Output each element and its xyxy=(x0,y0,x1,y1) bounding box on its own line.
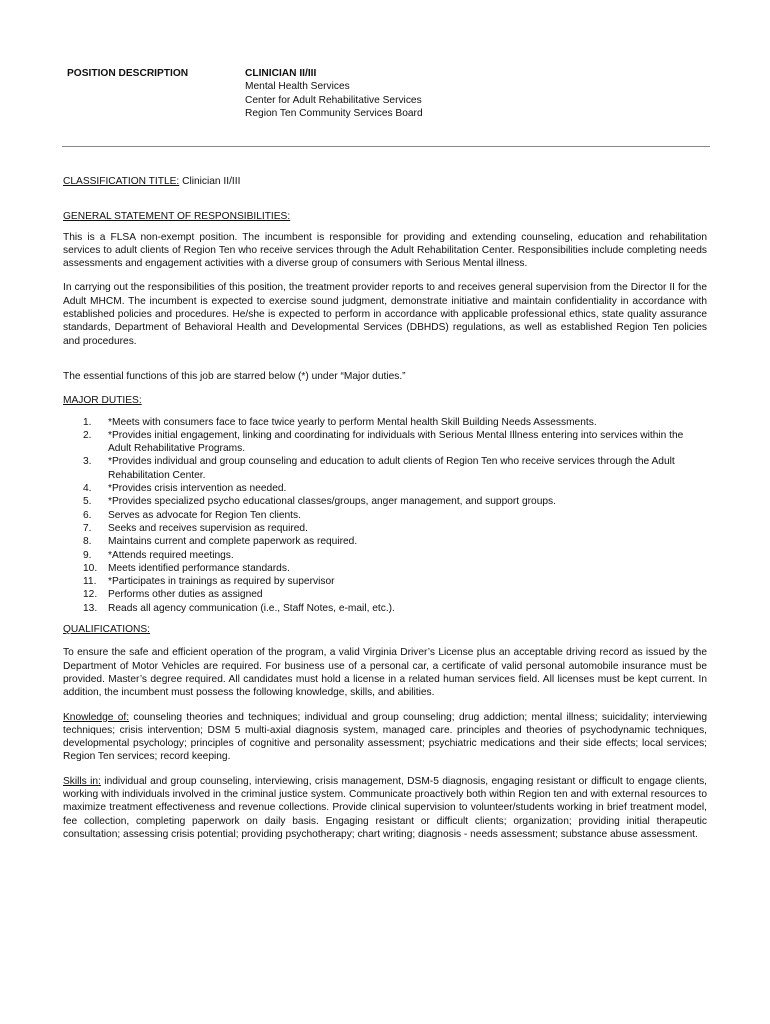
list-item-text: *Provides crisis intervention as needed. xyxy=(108,483,287,495)
skills-label: Skills in: xyxy=(63,775,101,787)
board-line: Region Ten Community Services Board xyxy=(245,107,423,119)
list-item-number: 3. xyxy=(83,456,92,468)
list-item xyxy=(63,549,707,562)
list-item-number: 12. xyxy=(83,589,98,601)
skills-text: individual and group counseling, interviewing, crisis management, DSM-5 diagnosis, engaging resistant or difficult to engage clients, working with individuals involved in the criminal justice system. Communicate proactively both within Region ten and with external resources to maximize treatment effectiveness and revenue collections. Provide clinical supervision to volunteer/students working in brief treatment model, fee collection, completing paperwork on daily basis. Engaging resistant or difficult clients; organization; providing initial therapeutic consultation; assessing crisis potential; providing psychotherapy; chart writing; diagnosis - needs assessment; substance abuse assessment. xyxy=(63,775,707,840)
department-line: Mental Health Services xyxy=(245,81,350,93)
list-item-number: 7. xyxy=(83,522,92,534)
list-item-text: *Provides initial engagement, linking and coordinating for individuals with Serious Mental Illness entering into services within the Adult Rehabilitative Programs. xyxy=(108,429,684,455)
essential-functions-note: The essential functions of this job are starred below (*) under “Major duties.” xyxy=(63,370,406,382)
knowledge-text: counseling theories and techniques; individual and group counseling; drug addiction; mental illness; suicidality; interviewing techniques; crisis intervention; DSM 5 multi-axial diagnosis system, managed care. principles and theories of psychodynamic techniques, developmental psychology; principles of cognitive and personality assessment; psychiatric medications and their side effects; local services; Region Ten services; record keeping. xyxy=(63,711,707,763)
list-item-text: Seeks and receives supervision as required. xyxy=(108,522,308,534)
list-item-number: 10. xyxy=(83,562,98,574)
general-paragraph-2: In carrying out the responsibilities of this position, the treatment provider reports to and receives general supervision from the Director II for the Adult MHCM. The incumbent is expected to exercise sound judgment, demonstrate initiative and maintain confidentiality in accordance with established policies and procedures. He/she is expected to perform in accordance with applicable professional ethics, state quality assurance standards, Department of Behavioral Health and Developmental Services (DBHDS) regulations, as well as established Region Ten policies and procedures. xyxy=(63,282,707,347)
list-item-number: 4. xyxy=(83,483,92,495)
document-body xyxy=(63,175,707,852)
list-item-text: Reads all agency communication (i.e., Staff Notes, e-mail, etc.). xyxy=(108,602,395,614)
list-item xyxy=(63,588,707,601)
header-divider xyxy=(62,146,710,147)
classification-value: Clinician II/III xyxy=(182,176,241,187)
list-item xyxy=(63,416,707,429)
list-item xyxy=(63,482,707,495)
list-item xyxy=(63,429,707,456)
qualifications-heading: QUALIFICATIONS: xyxy=(63,624,150,636)
list-item xyxy=(63,509,707,522)
list-item-number: 11. xyxy=(83,576,97,588)
list-item-number: 5. xyxy=(83,496,92,508)
knowledge-label: Knowledge of: xyxy=(63,711,130,723)
list-item-text: *Meets with consumers face to face twice yearly to perform Mental health Skill Building Needs Assessments. xyxy=(108,416,597,428)
list-item xyxy=(63,602,707,615)
list-item-text: Performs other duties as assigned xyxy=(108,589,263,601)
list-item xyxy=(63,535,707,548)
list-item xyxy=(63,522,707,535)
list-item-number: 6. xyxy=(83,509,92,521)
list-item-text: Maintains current and complete paperwork as required. xyxy=(108,536,358,548)
classification-title xyxy=(63,175,707,188)
skills-paragraph xyxy=(63,775,707,841)
general-statement-heading: GENERAL STATEMENT OF RESPONSIBILITIES: xyxy=(63,211,291,223)
list-item xyxy=(63,455,707,482)
general-paragraph-1: This is a FLSA non-exempt position. The incumbent is responsible for providing and extending counseling, education and rehabilitation services to adult clients of Region Ten who receive services through the Adult Rehabilitation Center. Responsibilities include completing needs assessments and engagement activities with a diverse group of consumers with Serious Mental illness. xyxy=(63,231,707,270)
classification-label: CLASSIFICATION TITLE: xyxy=(63,176,180,187)
list-item xyxy=(63,495,707,508)
qualifications-paragraph: To ensure the safe and efficient operation of the program, a valid Virginia Driver’s License plus an acceptable driving record as issued by the Department of Motor Vehicles are required. For business use of a personal car, a certificate of valid personal automobile insurance must be provided. Master’s degree required. All candidates must hold a license in a related human services field. All licenses must be kept current. In addition, the incumbent must possess the following knowledge, skills, and abilities. xyxy=(63,647,707,699)
list-item-text: *Participates in trainings as required by supervisor xyxy=(108,576,335,588)
list-item xyxy=(63,575,707,588)
center-line: Center for Adult Rehabilitative Services xyxy=(245,94,422,106)
major-duties-heading: MAJOR DUTIES: xyxy=(63,395,142,407)
major-duties-list xyxy=(63,416,707,615)
position-description-label: POSITION DESCRIPTION xyxy=(67,68,189,79)
knowledge-paragraph xyxy=(63,711,707,764)
list-item-number: 13. xyxy=(83,602,98,614)
list-item-number: 2. xyxy=(83,429,92,441)
position-title: CLINICIAN II/III xyxy=(245,68,317,79)
list-item xyxy=(63,562,707,575)
list-item-number: 8. xyxy=(83,536,92,548)
position-info xyxy=(245,67,423,120)
list-item-text: *Attends required meetings. xyxy=(108,549,234,561)
list-item-text: *Provides individual and group counseling and education to adult clients of Region Ten who receive services through the Adult Rehabilitation Center. xyxy=(108,456,675,481)
list-item-text: Serves as advocate for Region Ten clients. xyxy=(108,509,301,521)
list-item-text: *Provides specialized psycho educational classes/groups, anger management, and support groups. xyxy=(108,496,556,508)
list-item-text: Meets identified performance standards. xyxy=(108,562,290,574)
list-item-number: 9. xyxy=(83,549,92,561)
list-item-number: 1. xyxy=(83,416,92,428)
